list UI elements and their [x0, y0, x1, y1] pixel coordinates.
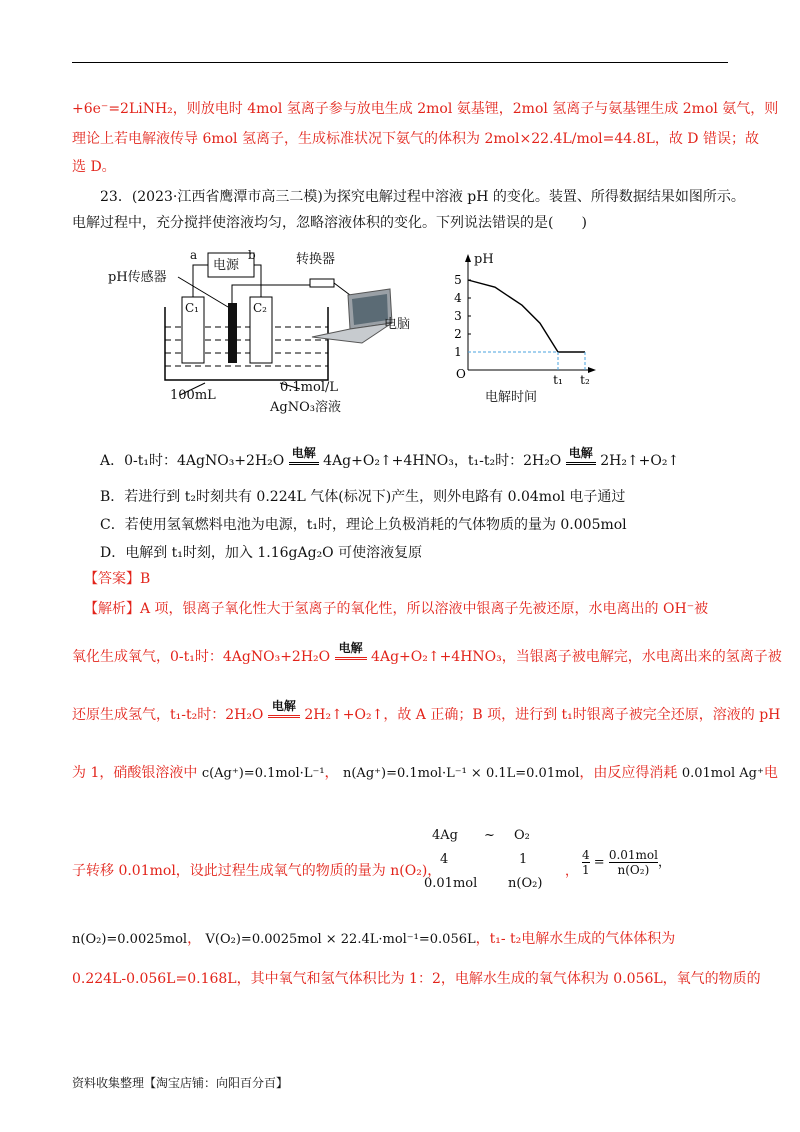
- concentration-label: 0.1mol/L: [280, 380, 338, 395]
- explanation-line: 还原生成氢气，t₁-t₂时：2H₂O 电解 2H₂↑+O₂↑，故 A 正确；B 项，进行到 t₁时银离子被完全还原，溶液的 pH: [72, 699, 781, 723]
- option-c: C．若使用氢氧燃料电池为电源，t₁时，理论上负极消耗的气体物质的量为 0.005mol: [100, 517, 627, 533]
- ph-chart: [440, 250, 600, 400]
- explanation-line: 0.224L-0.056L=0.168L，其中氧气和氢气体积比为 1：2，电解水生成的氧气体积为 0.056L，氧气的物质的: [72, 971, 761, 987]
- terminal-a: a: [190, 248, 198, 262]
- ph-sensor-label: pH传感器: [108, 270, 167, 285]
- explanation-line: 氧化生成氧气，0-t₁时：4AgNO₃+2H₂O 电解 4Ag+O₂↑+4HNO₃，当银离子被电解完，水电离出来的氢离子被: [72, 641, 782, 665]
- explanation-line: 为 1，硝酸银溶液中 c(Ag⁺)=0.1mol·L⁻¹， n(Ag⁺)=0.1mol·L⁻¹ × 0.1L=0.01mol，由反应得消耗 0.01mol Ag⁺电: [72, 765, 778, 781]
- ratio-cell: O₂: [514, 828, 530, 843]
- power-label: 电源: [213, 258, 240, 273]
- ratio-cell: 4: [440, 852, 449, 867]
- electrolysis-arrow: 电解: [566, 444, 596, 465]
- ratio-cell: 1: [519, 852, 528, 867]
- fraction-equation: $\frac{4}{1}$ = $\frac{\text{0.01mol}}{\text{n(O₂)}}$ ，: [582, 848, 671, 877]
- option-d: D．电解到 t₁时刻，加入 1.16gAg₂O 可使溶液复原: [100, 545, 423, 561]
- computer-label: 电脑: [384, 317, 411, 332]
- ratio-cell: n(O₂): [508, 876, 543, 891]
- text-line: +6e⁻=2LiNH₂，则放电时 4mol 氢离子参与放电生成 2mol 氨基锂，2mol 氢离子与氨基锂生成 2mol 氨气，则: [72, 101, 779, 117]
- answer: 【答案】B: [84, 571, 151, 587]
- volume-label: 100mL: [170, 388, 216, 403]
- question-23-stem: 23．(2023·江西省鹰潭市高三二模)为探究电解过程中溶液 pH 的变化。装置、所得数据结果如图所示。: [100, 189, 745, 205]
- x-tick-label: t₂: [580, 373, 590, 387]
- y-tick-label: 5: [454, 273, 462, 287]
- text-line: 理论上若电解液传导 6mol 氢离子，生成标准状况下氨气的体积为 2mol×22.4L/mol=44.8L，故 D 错误；故: [72, 131, 759, 147]
- explanation-line: 子转移 0.01mol，设此过程生成氧气的物质的量为 n(O₂)，: [72, 863, 442, 879]
- solution-label: AgNO₃溶液: [270, 400, 341, 415]
- electrolysis-arrow: 电解: [335, 639, 367, 660]
- y-axis-arrow: [465, 254, 471, 262]
- origin-label: O: [456, 367, 466, 381]
- question-23-stem-2: 电解过程中，充分搅拌使溶液均匀，忽略溶液体积的变化。下列说法错误的是( ): [72, 215, 587, 231]
- x-axis-label: 电解时间: [485, 390, 538, 405]
- x-tick-label: t₁: [553, 373, 563, 387]
- y-tick-label: 2: [454, 327, 462, 341]
- electrolysis-arrow: 电解: [289, 444, 319, 465]
- electrode-c1-label: C₁: [185, 301, 199, 315]
- text-line: 选 D。: [72, 159, 116, 175]
- y-tick-label: 1: [454, 345, 462, 359]
- electrolysis-arrow: 电解: [268, 697, 300, 718]
- ratio-cell: 0.01mol: [424, 876, 478, 891]
- header-rule: [72, 62, 728, 63]
- electrode-c2-label: C₂: [253, 301, 267, 315]
- footer-source: 资料收集整理【淘宝店铺：向阳百分百】: [72, 1076, 289, 1090]
- y-tick-label: 3: [454, 309, 462, 323]
- ratio-cell: 4Ag: [432, 828, 458, 843]
- ratio-cell: ~: [484, 828, 495, 843]
- option-a: A．0-t₁时：4AgNO₃+2H₂O 电解 4Ag+O₂↑+4HNO₃，t₁-t₂时：2H₂O 电解 2H₂↑+O₂↑: [100, 446, 680, 469]
- explanation-line: 【解析】A 项，银离子氧化性大于氢离子的氧化性，所以溶液中银离子先被还原，水电离出的 OH⁻被: [84, 601, 709, 617]
- y-tick-label: 4: [454, 291, 462, 305]
- terminal-b: b: [248, 248, 256, 262]
- explanation-line: n(O₂)=0.0025mol， V(O₂)=0.0025mol × 22.4L·mol⁻¹=0.056L，t₁- t₂电解水生成的气体体积为: [72, 931, 676, 947]
- converter-label: 转换器: [296, 252, 336, 267]
- ph-curve: [468, 280, 585, 352]
- y-axis-label: pH: [474, 252, 494, 267]
- option-b: B．若进行到 t₂时刻共有 0.224L 气体(标况下)产生，则外电路有 0.04mol 电子通过: [100, 489, 626, 505]
